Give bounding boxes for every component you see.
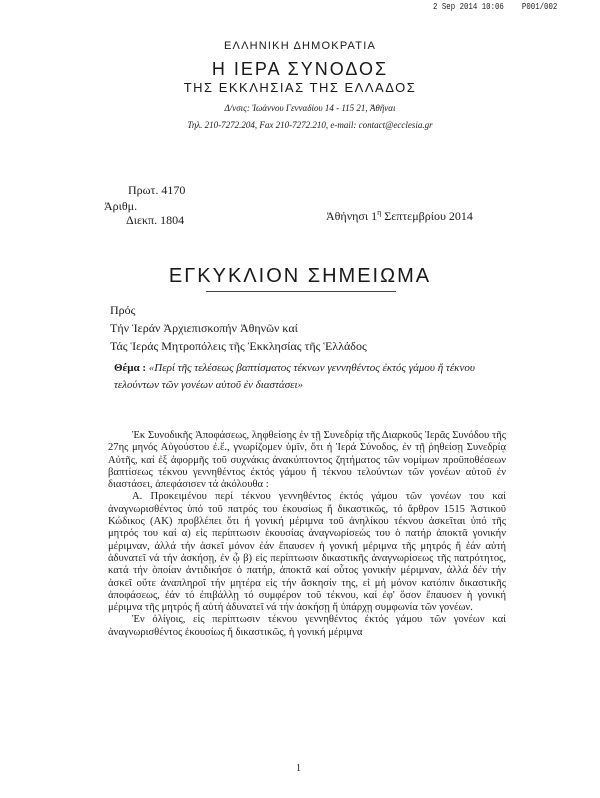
dispatch-number: Διεκπ. 1804 bbox=[126, 213, 185, 227]
document-title: ΕΓΚΥΚΛΙΟΝ ΣΗΜΕΙΩΜΑ bbox=[168, 265, 432, 287]
letterhead-church: ΤΗΣ ΕΚΚΛΗΣΙΑΣ ΤΗΣ ΕΛΛΑΔΟΣ bbox=[183, 80, 417, 95]
letterhead-synod: Η ΙΕΡΑ ΣΥΝΟΔΟΣ bbox=[211, 59, 389, 79]
letter-date bbox=[326, 208, 473, 224]
subject-text: «Περί τῆς τελέσεως βαπτίσματος τέκνων γεννηθέντος ἐκτός γάμου ἤ τέκνου τελούντων τῶν γονέων αὐτοῦ ἐν διαστάσει» bbox=[114, 362, 475, 391]
paragraph-2: Α. Προκειμένου περί τέκνου γεννηθέντος ἐκτός γάμου τῶν γονέων του καί ἀναγνωρισθέντος ὑπό τοῦ πατρός του ἑκουσίως ἤ δικαστικῶς, τό ἄρθρον 1515 Ἀστικοῦ Κώδικος (ΑΚ) προβλέπει ὅτι ἡ γονική μέριμνα τοῦ ἀνηλίκου τέκνου ἀσκεῖται ὑπό τῆς μητρός του καί α) εἰς περίπτωσιν ἑκουσίας ἀναγνωρίσεώς του ὁ πατήρ ἀποκτᾶ γονικήν μέριμναν, ἀλλά τήν ἀσκεῖ μόνον ἐάν ἔπαυσεν ἡ γονική μέριμνα τῆς μητρός ἤ ἐάν αὐτή ἀδυνατεῖ νά τήν ἀσκήσῃ, ἐν ᾧ β) εἰς περίπτωσιν δικαστικῆς ἀναγνωρίσεως τῆς πατρότητος, κατά τήν ὁποίαν ἀντιδικήσε ὁ πατήρ, ἀποκτᾶ καί οὗτος γονικήν μέριμναν, ἀλλά δέν τήν ἀσκεῖ οὔτε ἀναπληροῖ τήν μητέρα εἰς τήν ἄσκησίν της, εἰ μή μόνον κατόπιν δικαστικῆς ἀποφάσεως, ἐάν τό ἐπιβάλλῃ τό συμφέρον τοῦ τέκνου, καί ἐφ' ὅσον ἔπαυσεν ἡ γονική μέριμνα τῆς μητρός ἤ αὐτή ἀδυνατεῖ νά τήν ἀσκήσῃ ἤ ὑπάρχῃ συμφωνία τῶν γονέων. bbox=[108, 491, 506, 614]
subject bbox=[114, 360, 514, 394]
letterhead-address: Δ/νσις: Ἰωάννου Γενναδίου 14 - 115 21, Ἀθῆναι bbox=[224, 103, 396, 113]
recipient-line-2: Τάς Ἱεράς Μητροπόλεις τῆς Ἐκκλησίας τῆς Ἑλλάδος bbox=[110, 339, 367, 353]
protocol-number: Πρωτ. 4170 bbox=[128, 183, 186, 197]
date-prefix: Ἀθήνησι 1 bbox=[326, 209, 378, 223]
letterhead-republic: ΕΛΛΗΝΙΚΗ ΔΗΜΟΚΡΑΤΙΑ bbox=[223, 40, 376, 52]
fax-datetime: 2 Sep 2014 10:06 bbox=[433, 2, 504, 12]
date-suffix: Σεπτεμβρίου 2014 bbox=[381, 209, 473, 223]
date-sup: η bbox=[377, 208, 382, 217]
recipient-line-1: Τήν Ἱεράν Ἀρχιεπισκοπήν Ἀθηνῶν καί bbox=[110, 321, 298, 335]
body-text bbox=[108, 430, 506, 639]
recipients bbox=[110, 301, 367, 355]
paragraph-3: Ἐν ὀλίγοις, εἰς περίπτωσιν τέκνου γεννηθέντος ἐκτός γάμου τῶν γονέων καί ἀναγνωρισθέντος ἑκουσίως ἤ δικαστικῶς, ἡ γονική μέριμνα bbox=[108, 614, 506, 638]
letterhead-contact: Τηλ. 210-7272.204, Fax 210-7272.210, e-mail: contact@ecclesia.gr bbox=[187, 120, 433, 130]
page-number: 1 bbox=[296, 763, 301, 774]
subject-label: Θέμα : bbox=[114, 362, 147, 374]
number-label: Ἀριθμ. bbox=[104, 199, 138, 213]
title-underline bbox=[206, 291, 396, 292]
fax-page-number: P001/002 bbox=[521, 2, 558, 12]
fax-header bbox=[433, 0, 575, 14]
paragraph-1: Ἐκ Συνοδικῆς Ἀποφάσεως, ληφθείσης ἐν τῇ Συνεδρίᾳ τῆς Διαρκοῦς Ἱερᾶς Συνόδου τῆς 27ης μηνός Αὐγούστου ἐ.ἔ., γνωρίζομεν ὑμῖν, ὅτι ἡ Ἱερά Σύνοδος, ἐν τῇ ῥηθείσῃ Συνεδρίᾳ Αὐτῆς, καί ἐξ ἀφορμῆς τοῦ συχνάκις ἀνακύπτοντος ζητήματος τῶν νομίμων προϋποθέσεων βαπτίσεως τέκνου γεννηθέντος ἐκτός γάμου ἤ τέκνου τελούντων τῶν γονέων αὐτοῦ ἐν διαστάσει, ἀπεφάσισεν τά ἀκόλουθα : bbox=[108, 430, 506, 491]
recipients-label: Πρός bbox=[110, 303, 136, 317]
